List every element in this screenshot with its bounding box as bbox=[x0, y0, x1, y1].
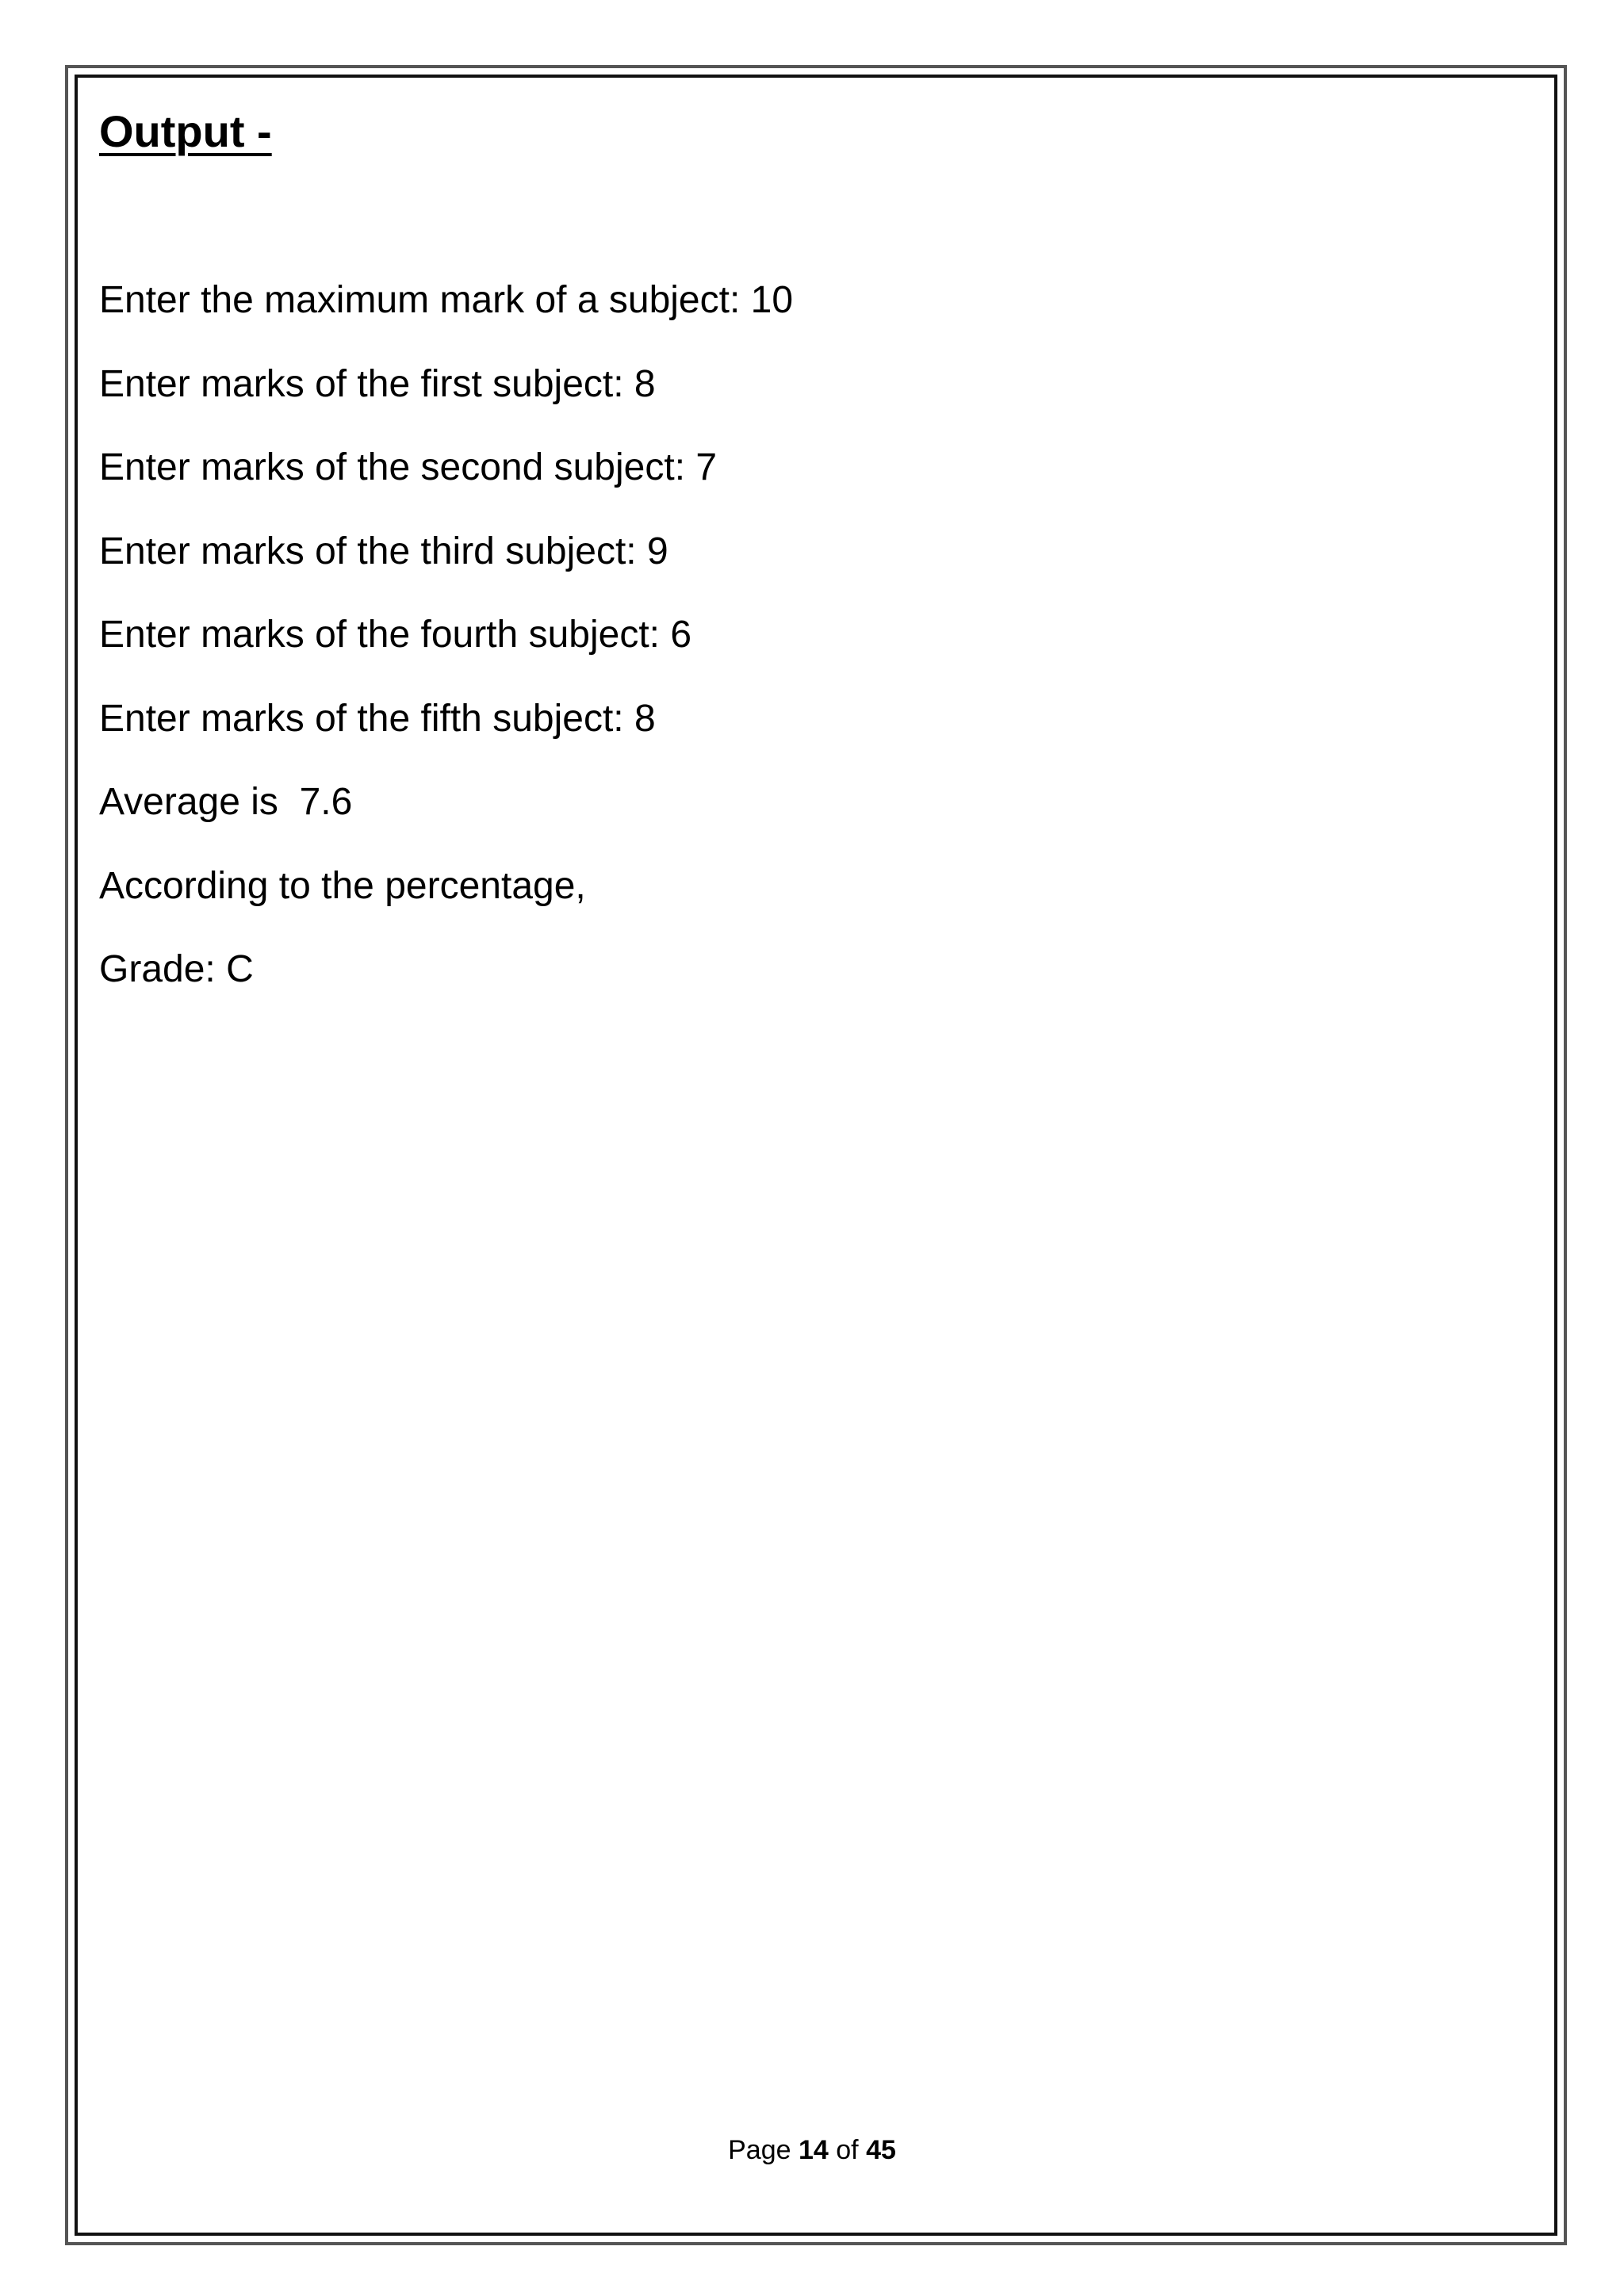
output-line-fifth-subject: Enter marks of the fifth subject: 8 bbox=[99, 697, 656, 740]
footer-page-label: Page bbox=[728, 2135, 791, 2165]
output-line-second-subject: Enter marks of the second subject: 7 bbox=[99, 446, 718, 488]
output-line-fourth-subject: Enter marks of the fourth subject: 6 bbox=[99, 614, 692, 656]
page-footer bbox=[0, 2131, 1624, 2169]
current-page-number: 14 bbox=[798, 2135, 829, 2165]
output-line-max-mark: Enter the maximum mark of a subject: 10 bbox=[99, 279, 794, 321]
output-line-percentage: According to the percentage, bbox=[99, 864, 586, 907]
footer-of-label: of bbox=[836, 2135, 859, 2165]
output-line-average: Average is 7.6 bbox=[99, 781, 353, 823]
output-line-third-subject: Enter marks of the third subject: 9 bbox=[99, 530, 668, 572]
page-heading: Output - bbox=[99, 106, 272, 156]
program-output bbox=[99, 272, 793, 1025]
output-line-grade: Grade: C bbox=[99, 948, 254, 990]
total-page-count: 45 bbox=[866, 2135, 896, 2165]
output-line-first-subject: Enter marks of the first subject: 8 bbox=[99, 362, 656, 405]
